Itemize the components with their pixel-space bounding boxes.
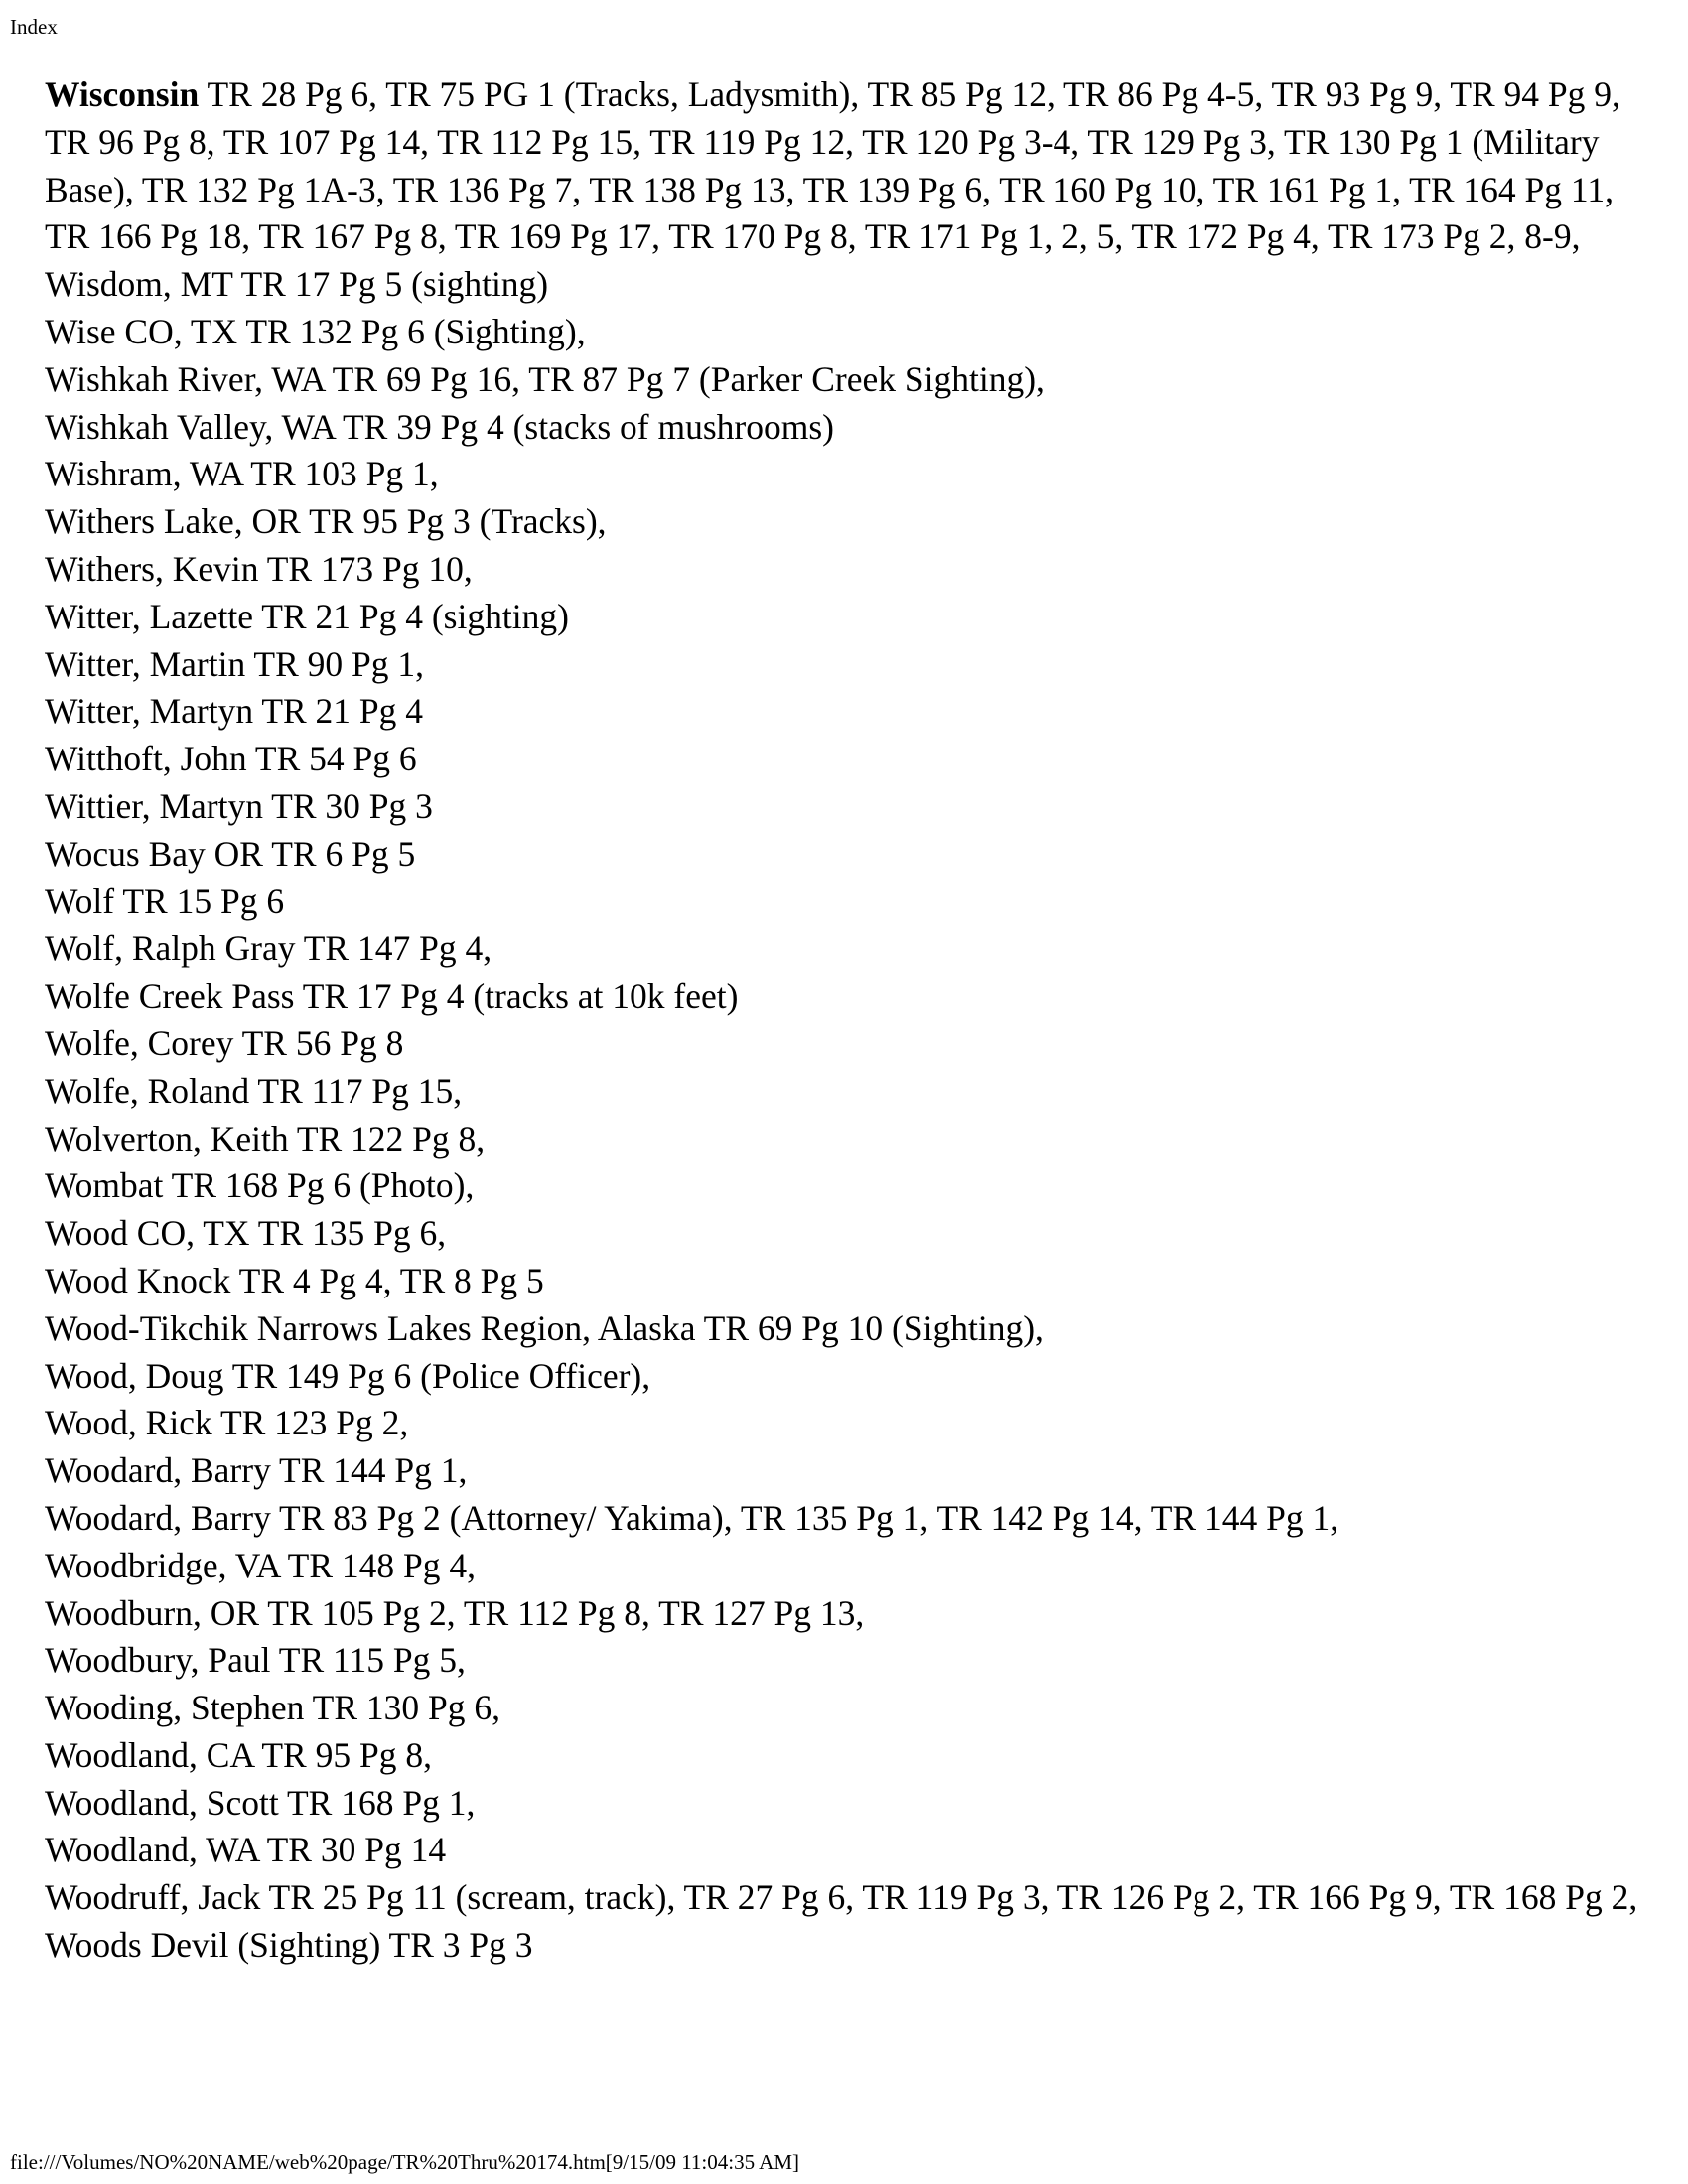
index-entry-refs: Wolfe, Corey TR 56 Pg 8 [45,1023,404,1063]
index-entry [45,309,1648,356]
index-entry-refs: Wishkah Valley, WA TR 39 Pg 4 (stacks of mushrooms) [45,406,834,447]
index-entry [45,1116,1648,1163]
index-entry [45,1780,1648,1828]
index-entry [45,1543,1648,1590]
index-entry [45,1922,1648,1970]
index-entry [45,1827,1648,1874]
index-entry-refs: Wood-Tikchik Narrows Lakes Region, Alaska TR 69 Pg 10 (Sighting), [45,1307,1044,1348]
index-entry-list [45,71,1648,1970]
index-entry [45,736,1648,783]
index-entry-refs: Wishkah River, WA TR 69 Pg 16, TR 87 Pg 7 (Parker Creek Sighting), [45,358,1045,399]
index-entry [45,1258,1648,1305]
index-entry-refs: TR 28 Pg 6, TR 75 PG 1 (Tracks, Ladysmith), TR 85 Pg 12, TR 86 Pg 4-5, TR 93 Pg 9, TR 94 Pg 9, TR 96 Pg 8, TR 107 Pg 14, TR 112 Pg 15, TR 119 Pg 12, TR 120 Pg 3-4, TR 129 Pg 3, TR 130 Pg 1 (Military Base), TR 132 Pg 1A-3, TR 136 Pg 7, TR 138 Pg 13, TR 139 Pg 6, TR 160 Pg 10, TR 161 Pg 1, TR 164 Pg 11, TR 166 Pg 18, TR 167 Pg 8, TR 169 Pg 17, TR 170 Pg 8, TR 171 Pg 1, 2, 5, TR 172 Pg 4, TR 173 Pg 2, 8-9, [45,74,1620,257]
index-entry [45,546,1648,594]
index-entry [45,1495,1648,1543]
index-entry-refs: Woodburn, OR TR 105 Pg 2, TR 112 Pg 8, TR 127 Pg 13, [45,1592,865,1633]
index-entry [45,1021,1648,1068]
index-entry-refs: Wolverton, Keith TR 122 Pg 8, [45,1118,486,1159]
index-entry-refs: Wooding, Stephen TR 130 Pg 6, [45,1688,500,1728]
index-entry-refs: Woodard, Barry TR 144 Pg 1, [45,1450,468,1491]
index-entry [45,1162,1648,1210]
index-entry-refs: Witter, Martin TR 90 Pg 1, [45,643,425,684]
index-entry-refs: Wolfe Creek Pass TR 17 Pg 4 (tracks at 10k feet) [45,976,739,1017]
index-entry [45,1874,1648,1922]
index-entry-refs: Witter, Martyn TR 21 Pg 4 [45,691,424,732]
index-entry-refs: Wood, Doug TR 149 Pg 6 (Police Officer), [45,1355,651,1396]
index-entry-refs: Woodland, WA TR 30 Pg 14 [45,1830,447,1870]
index-entry-refs: Wocus Bay OR TR 6 Pg 5 [45,833,416,874]
index-entry-refs: Witthoft, John TR 54 Pg 6 [45,739,417,779]
page-footer-url: file:///Volumes/NO%20NAME/web%20page/TR%20Thru%20174.htm[9/15/09 11:04:35 AM] [10,2150,800,2174]
index-entry [45,1447,1648,1495]
index-entry [45,451,1648,498]
index-entry-refs: Woodbury, Paul TR 115 Pg 5, [45,1640,466,1681]
index-entry [45,879,1648,926]
index-entry-refs: Withers Lake, OR TR 95 Pg 3 (Tracks), [45,501,607,542]
index-entry-refs: Wolfe, Roland TR 117 Pg 15, [45,1070,463,1111]
index-entry-refs: Wishram, WA TR 103 Pg 1, [45,454,439,494]
index-entry-refs: Withers, Kevin TR 173 Pg 10, [45,548,473,589]
index-entry-refs: Woodland, CA TR 95 Pg 8, [45,1734,432,1775]
index-entry [45,594,1648,641]
index-entry [45,1353,1648,1401]
index-entry [45,356,1648,404]
index-entry [45,641,1648,689]
index-entry [45,1068,1648,1116]
index-entry-refs: Wise CO, TX TR 132 Pg 6 (Sighting), [45,311,586,351]
index-entry [45,783,1648,831]
index-entry-refs: Woodland, Scott TR 168 Pg 1, [45,1782,476,1823]
index-entry [45,498,1648,546]
index-entry [45,1210,1648,1258]
index-entry [45,688,1648,736]
index-entry-refs: Wood, Rick TR 123 Pg 2, [45,1403,409,1443]
index-entry [45,1637,1648,1685]
index-entry [45,831,1648,879]
index-entry [45,1400,1648,1447]
index-entry [45,925,1648,973]
index-entry-refs: Woodbridge, VA TR 148 Pg 4, [45,1545,477,1585]
index-entry-refs: Woodruff, Jack TR 25 Pg 11 (scream, track), TR 27 Pg 6, TR 119 Pg 3, TR 126 Pg 2, TR 166 Pg 9, TR 168 Pg 2, [45,1877,1638,1918]
index-entry [45,71,1648,261]
index-entry [45,261,1648,309]
index-entry [45,1590,1648,1638]
index-entry-refs: Woodard, Barry TR 83 Pg 2 (Attorney/ Yakima), TR 135 Pg 1, TR 142 Pg 14, TR 144 Pg 1, [45,1497,1339,1538]
index-entry [45,404,1648,452]
index-entry [45,973,1648,1021]
index-entry-refs: Wood CO, TX TR 135 Pg 6, [45,1213,447,1254]
index-entry-refs: Wombat TR 168 Pg 6 (Photo), [45,1165,475,1206]
index-entry-refs: Wolf, Ralph Gray TR 147 Pg 4, [45,928,492,969]
page-header-title: Index [10,15,58,39]
index-entry-refs: Wittier, Martyn TR 30 Pg 3 [45,785,433,826]
index-entry-refs: Wolf TR 15 Pg 6 [45,881,285,921]
index-entry [45,1305,1648,1353]
index-entry-refs: Woods Devil (Sighting) TR 3 Pg 3 [45,1925,533,1966]
index-entry-term: Wisconsin [45,74,200,114]
index-entry-refs: Wisdom, MT TR 17 Pg 5 (sighting) [45,264,549,305]
index-entry [45,1685,1648,1732]
index-entry-refs: Wood Knock TR 4 Pg 4, TR 8 Pg 5 [45,1260,544,1300]
index-entry-refs: Witter, Lazette TR 21 Pg 4 (sighting) [45,596,569,636]
index-entry [45,1732,1648,1780]
